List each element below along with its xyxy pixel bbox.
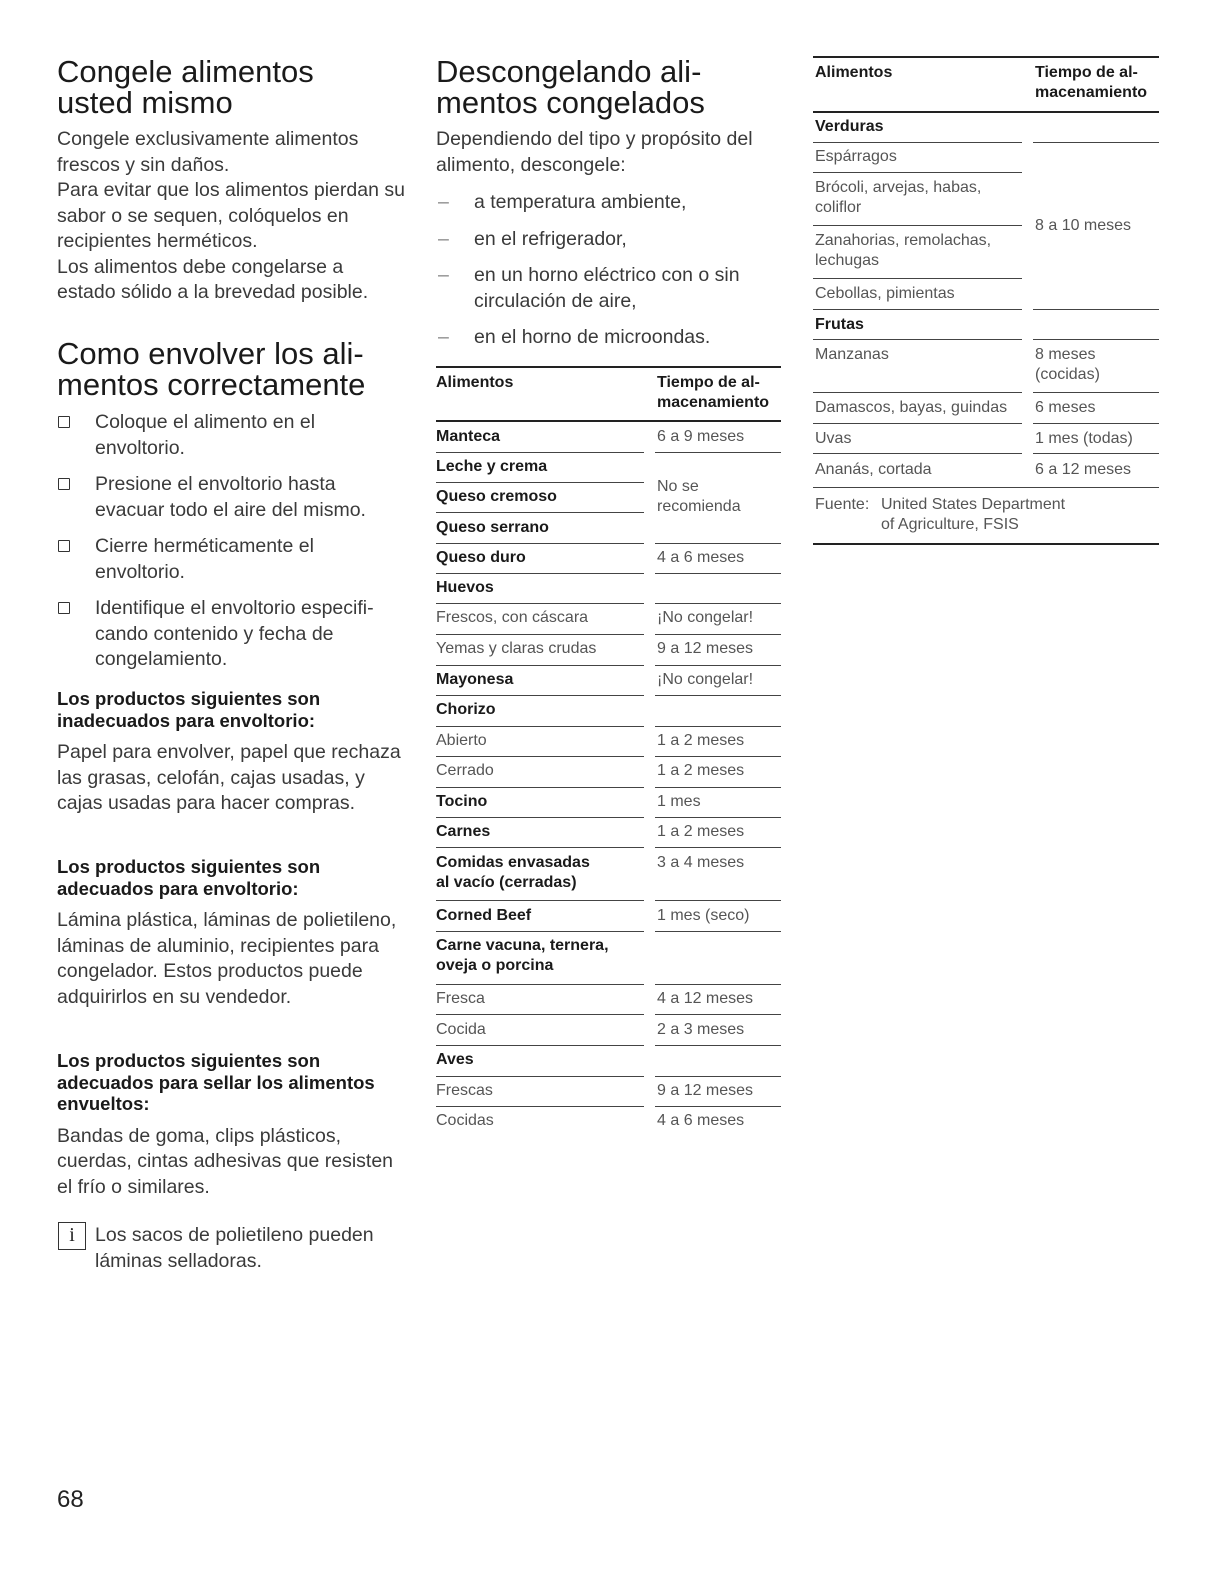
row-divider	[436, 482, 644, 483]
row-divider	[436, 1045, 644, 1046]
row-divider	[655, 665, 781, 666]
row-divider	[436, 1106, 644, 1107]
row-divider	[655, 1076, 781, 1077]
table-row-food: Uvas	[815, 430, 852, 447]
thawing-methods	[436, 190, 781, 351]
row-divider	[655, 1106, 781, 1107]
row-divider	[655, 900, 781, 901]
table-row-food: Cocidas	[436, 1112, 494, 1129]
row-divider	[436, 900, 644, 901]
section-text: Lámina plástica, láminas de polietileno, láminas de aluminio, recipientes para congelador. Estos productos puede adquirirlos en su vendedor.	[57, 909, 397, 1008]
heading-line: Como envolver los ali-	[57, 336, 364, 371]
row-divider	[1033, 453, 1159, 454]
table-row-time: 1 mes (todas)	[1035, 430, 1133, 447]
thawing-intro: Dependiendo del tipo y propósito del alimento, descongele:	[436, 128, 753, 176]
intro-paragraph: Para evitar que los alimentos pierdan su sabor o se sequen, colóquelos en recipientes herméticos.	[57, 179, 405, 252]
table-row-time: 6 a 9 meses	[657, 428, 745, 445]
table-row-time: 6 a 12 meses	[1035, 461, 1132, 478]
heading-line: Descongelando ali-	[436, 54, 702, 89]
checklist-item: Coloque el alimento en el envoltorio.	[57, 410, 407, 461]
table-row-food: Cerrado	[436, 762, 494, 779]
table-row-food: Damascos, bayas, guindas	[815, 399, 1008, 416]
info-icon: i	[58, 1222, 86, 1250]
checkbox-icon	[58, 478, 70, 490]
table-row-time: ¡No congelar!	[657, 671, 754, 688]
table-row-food: Tocino	[436, 793, 488, 810]
intro-paragraph: Los alimentos debe congelarse a estado sólido a la brevedad posible.	[57, 255, 369, 303]
row-divider	[1033, 142, 1159, 143]
row-divider	[813, 172, 1022, 173]
row-divider	[1033, 392, 1159, 393]
intro-text	[57, 127, 407, 306]
row-divider	[436, 1076, 644, 1077]
checklist-item: Identifique el envoltorio especifi-cando contenido y fecha de congelamiento.	[57, 596, 407, 673]
table-row-food: Frescos, con cáscara	[436, 609, 589, 626]
table-row-food: Frutas	[815, 316, 864, 333]
table-row-time: 9 a 12 meses	[657, 1082, 754, 1099]
row-divider	[436, 787, 644, 788]
table-row-food: Queso serrano	[436, 519, 549, 536]
table-row-time: 2 a 3 meses	[657, 1021, 745, 1038]
row-divider	[436, 984, 644, 985]
wrapping-checklist	[57, 410, 407, 673]
row-divider	[436, 573, 644, 574]
row-divider	[436, 634, 644, 635]
table-row-food: Aves	[436, 1051, 474, 1068]
table-row-food: Corned Beef	[436, 907, 532, 924]
row-divider	[655, 787, 781, 788]
row-divider	[436, 726, 644, 727]
row-divider	[655, 931, 781, 932]
row-divider	[655, 726, 781, 727]
heading-line: Congele alimentos	[57, 54, 314, 89]
row-divider	[655, 984, 781, 985]
section-sealing	[57, 1050, 402, 1200]
table-row-time: 3 a 4 meses	[657, 854, 745, 871]
table-row-time: 4 a 6 meses	[657, 1112, 745, 1129]
section-title: Los productos siguientes son inadecuados para envoltorio:	[57, 688, 321, 731]
row-divider	[813, 423, 1022, 424]
table-row-time: 1 a 2 meses	[657, 732, 745, 749]
checkbox-icon	[58, 602, 70, 614]
row-divider	[436, 665, 644, 666]
info-note: Los sacos de polietileno pueden láminas selladoras.	[95, 1224, 374, 1272]
row-divider	[655, 1014, 781, 1015]
section-text: Papel para envolver, papel que rechaza las grasas, celofán, cajas usadas, y cajas usadas para hacer compras.	[57, 741, 401, 814]
row-divider	[436, 512, 644, 513]
row-divider	[436, 603, 644, 604]
table-row-food: Yemas y claras crudas	[436, 640, 597, 657]
row-divider	[813, 142, 1022, 143]
row-divider	[813, 225, 1022, 226]
table-row-food: Huevos	[436, 579, 494, 596]
row-divider	[436, 452, 644, 453]
table-row-food: Queso duro	[436, 549, 526, 566]
row-divider	[813, 392, 1022, 393]
table-row-time: 1 a 2 meses	[657, 823, 745, 840]
table-row-food: Zanahorias, remolachas, lechugas	[815, 232, 992, 269]
checklist-item: Presione el envoltorio hasta evacuar todo el aire del mismo.	[57, 472, 407, 523]
column-header-food: Alimentos	[436, 374, 514, 391]
row-divider	[436, 847, 644, 848]
table-row-food: Manteca	[436, 428, 501, 445]
row-divider	[655, 634, 781, 635]
table-row-food: Verduras	[815, 118, 884, 135]
heading-wrap-correctly	[57, 338, 365, 400]
section-title: Los productos siguientes son adecuados para envoltorio:	[57, 856, 321, 899]
row-divider	[655, 756, 781, 757]
section-unsuitable	[57, 688, 402, 817]
table-row-time: 8 meses (cocidas)	[1035, 346, 1100, 383]
table-row-food: Manzanas	[815, 346, 889, 363]
row-divider	[655, 573, 781, 574]
table-row-food: Leche y crema	[436, 458, 548, 475]
source-text: United States Department of Agriculture, FSIS	[881, 496, 1066, 533]
row-divider	[1033, 423, 1159, 424]
heading-line: usted mismo	[57, 85, 233, 120]
row-divider	[1033, 309, 1159, 310]
heading-thawing	[436, 56, 705, 118]
table-row-food: Cocida	[436, 1021, 486, 1038]
row-divider	[1033, 339, 1159, 340]
table-row-food: Frescas	[436, 1082, 493, 1099]
table-row-food: Fresca	[436, 990, 485, 1007]
merged-time-cell: No se recomienda	[657, 478, 741, 515]
table-row-food: Espárragos	[815, 148, 897, 165]
heading-line: mentos correctamente	[57, 367, 366, 402]
heading-freeze-yourself	[57, 56, 314, 118]
column-header-food: Alimentos	[815, 64, 893, 81]
row-divider	[813, 309, 1022, 310]
table-row-time: ¡No congelar!	[657, 609, 754, 626]
merged-time-cell: 8 a 10 meses	[1035, 217, 1132, 234]
table-row-time: 9 a 12 meses	[657, 640, 754, 657]
section-title: Los productos siguientes son adecuados para sellar los alimentos envueltos:	[57, 1050, 375, 1114]
row-divider	[436, 1014, 644, 1015]
page-number: 68	[57, 1486, 84, 1513]
row-divider	[436, 543, 644, 544]
row-divider	[655, 543, 781, 544]
table-row-food: Carne vacuna, ternera, oveja o porcina	[436, 937, 609, 974]
row-divider	[655, 1045, 781, 1046]
list-item: – a temperatura ambiente,	[438, 191, 687, 213]
row-divider	[436, 931, 644, 932]
list-item: – en el horno de microondas.	[438, 326, 711, 348]
table-row-food: Comidas envasadas al vacío (cerradas)	[436, 854, 590, 891]
list-item: – en el refrigerador,	[438, 227, 627, 250]
table-row-time: 4 a 12 meses	[657, 990, 754, 1007]
table-row-food: Brócoli, arvejas, habas, coliflor	[815, 179, 982, 216]
table-row-food: Carnes	[436, 823, 491, 840]
table-row-time: 6 meses	[1035, 399, 1096, 416]
intro-paragraph: Congele exclusivamente alimentos frescos y sin daños.	[57, 128, 359, 176]
section-text: Bandas de goma, clips plásticos, cuerdas, cintas adhesivas que resisten el frío o similares.	[57, 1124, 394, 1198]
row-divider	[813, 487, 1159, 488]
column-header-time: Tiempo de al- macenamiento	[657, 374, 770, 411]
row-divider	[655, 452, 781, 453]
heading-line: mentos congelados	[436, 85, 705, 120]
checkbox-icon	[58, 416, 70, 428]
source-label: Fuente:	[815, 496, 870, 513]
table-row-time: 1 mes	[657, 793, 701, 810]
row-divider	[813, 339, 1022, 340]
row-divider	[813, 278, 1022, 279]
table-row-food: Queso cremoso	[436, 488, 557, 505]
table-row-food: Mayonesa	[436, 671, 514, 688]
row-divider	[655, 695, 781, 696]
row-divider	[436, 756, 644, 757]
table-row-food: Chorizo	[436, 701, 496, 718]
row-divider	[655, 817, 781, 818]
section-suitable	[57, 856, 402, 1010]
row-divider	[655, 603, 781, 604]
row-divider	[436, 695, 644, 696]
table-row-time: 1 a 2 meses	[657, 762, 745, 779]
row-divider	[655, 847, 781, 848]
checklist-item: Cierre herméticamente el envoltorio.	[57, 534, 407, 585]
table-row-food: Ananás, cortada	[815, 461, 932, 478]
list-item: – en un horno eléctrico con o sin circulación de aire,	[438, 264, 740, 312]
table-row-food: Cebollas, pimientas	[815, 285, 955, 302]
column-header-time: Tiempo de al- macenamiento	[1035, 64, 1148, 101]
row-divider	[813, 453, 1022, 454]
table-row-time: 1 mes (seco)	[657, 907, 750, 924]
table-row-time: 4 a 6 meses	[657, 549, 745, 566]
row-divider	[436, 817, 644, 818]
checkbox-icon	[58, 540, 70, 552]
table-row-food: Abierto	[436, 732, 487, 749]
